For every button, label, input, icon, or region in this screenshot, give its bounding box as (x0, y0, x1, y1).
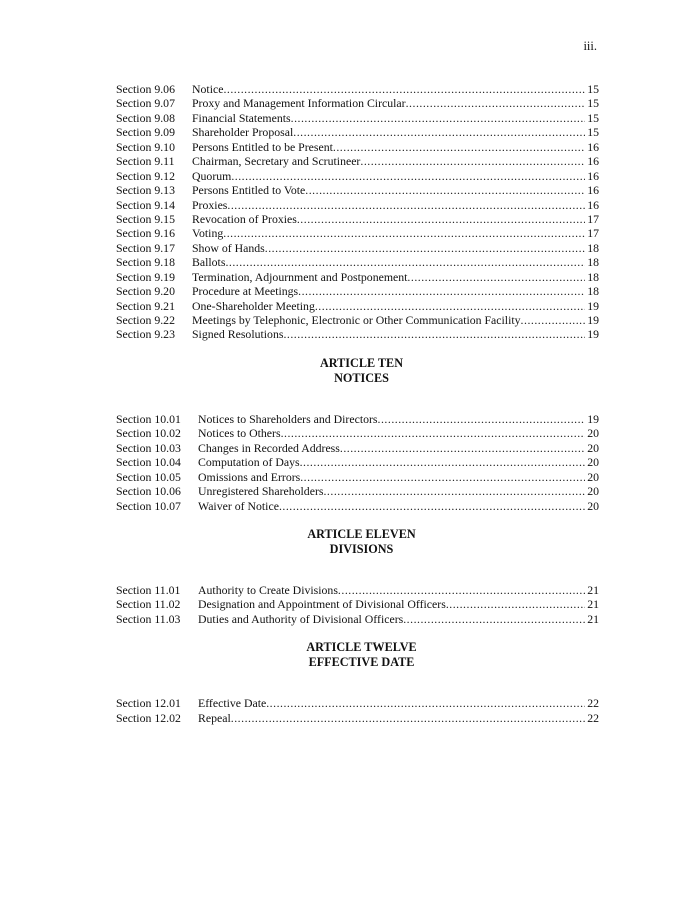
section-page: 18 (587, 269, 599, 284)
toc-entry-9-11[interactable] (116, 154, 599, 168)
toc-entry-10-04[interactable] (116, 455, 599, 469)
section-page: 20 (587, 426, 599, 441)
section-title: One-Shareholder Meeting (192, 298, 315, 313)
toc-entry-9-08[interactable] (116, 111, 599, 125)
section-title: Effective Date (198, 696, 267, 711)
section-page: 15 (587, 96, 599, 111)
section-number: Section 9.10 (116, 139, 175, 154)
section-title: Waiver of Notice (198, 498, 279, 513)
section-page: 15 (587, 110, 599, 125)
spacer (116, 557, 599, 583)
toc-entry-10-01[interactable] (116, 412, 599, 426)
toc-entry-9-15[interactable] (116, 212, 599, 226)
section-title: Meetings by Telephonic, Electronic or Other Communication Facility (192, 313, 521, 327)
section-page: 19 (587, 298, 599, 313)
dot-leader (521, 313, 586, 327)
dot-leader (338, 583, 585, 597)
section-page: 19 (587, 327, 599, 342)
section-page: 20 (587, 455, 599, 470)
section-title: Proxies (192, 197, 228, 212)
section-page: 16 (587, 154, 599, 169)
section-number: Section 11.02 (116, 597, 181, 612)
toc-entry-9-22[interactable] (116, 313, 599, 327)
section-page: 15 (587, 82, 599, 96)
toc-entry-11-03[interactable] (116, 612, 599, 626)
dot-leader (315, 299, 585, 313)
toc-entry-12-01[interactable] (116, 696, 599, 710)
dot-leader (340, 441, 585, 455)
section-number: Section 9.12 (116, 168, 175, 183)
section-title: Designation and Appointment of Divisional Officers (198, 597, 446, 612)
section-title: Notice (192, 82, 224, 96)
toc-entry-9-21[interactable] (116, 299, 599, 313)
section-title: Signed Resolutions (192, 327, 284, 342)
section-title: Ballots (192, 255, 226, 270)
spacer (116, 386, 599, 412)
dot-leader (265, 241, 585, 255)
section-title: Chairman, Secretary and Scrutineer (192, 154, 361, 169)
section-number: Section 9.07 (116, 96, 175, 111)
article-twelve (116, 640, 599, 725)
toc-entry-9-09[interactable] (116, 125, 599, 139)
article-nine-sections (116, 82, 599, 342)
section-title: Omissions and Errors (198, 469, 301, 484)
dot-leader (231, 169, 585, 183)
page-number: iii. (583, 39, 597, 53)
section-title: Termination, Adjournment and Postponement (192, 269, 408, 284)
section-page: 18 (587, 284, 599, 299)
section-number: Section 9.21 (116, 298, 175, 313)
dot-leader (305, 183, 585, 197)
dot-leader (225, 255, 585, 269)
section-page: 21 (587, 597, 599, 612)
article-subheading: DIVISIONS (329, 541, 394, 556)
toc-entry-10-03[interactable] (116, 441, 599, 455)
section-number: Section 9.18 (116, 255, 175, 270)
dot-leader (300, 455, 586, 469)
dot-leader (279, 499, 585, 513)
section-number: Section 9.22 (116, 313, 175, 327)
dot-leader (283, 327, 585, 341)
section-title: Changes in Recorded Address (198, 440, 340, 455)
section-page: 16 (587, 168, 599, 183)
section-number: Section 12.01 (116, 696, 181, 711)
section-title: Quorum (192, 168, 232, 183)
dot-leader (298, 284, 585, 298)
section-page: 20 (587, 469, 599, 484)
toc-entry-9-19[interactable] (116, 270, 599, 284)
dot-leader (323, 484, 585, 498)
toc-entry-9-07[interactable] (116, 96, 599, 110)
section-page: 19 (587, 411, 599, 426)
section-page: 22 (587, 696, 599, 711)
section-title: Duties and Authority of Divisional Officers (198, 611, 404, 626)
section-title: Procedure at Meetings (192, 284, 299, 299)
section-number: Section 9.15 (116, 211, 175, 226)
section-title: Persons Entitled to Vote (192, 183, 306, 198)
section-title: Notices to Others (198, 426, 281, 441)
section-page: 21 (587, 611, 599, 626)
dot-leader (281, 426, 586, 440)
section-number: Section 10.05 (116, 469, 181, 484)
spacer (116, 670, 599, 696)
section-title: Notices to Shareholders and Directors (198, 411, 378, 426)
toc-entry-9-13[interactable] (116, 183, 599, 197)
article-subheading: EFFECTIVE DATE (308, 655, 415, 670)
section-title: Computation of Days (198, 455, 300, 470)
section-title: Show of Hands (192, 240, 265, 255)
toc-entry-10-06[interactable] (116, 484, 599, 498)
toc-entry-9-12[interactable] (116, 169, 599, 183)
toc-entry-9-20[interactable] (116, 284, 599, 298)
section-number: Section 10.03 (116, 440, 181, 455)
section-page: 17 (587, 211, 599, 226)
toc-entry-12-02[interactable] (116, 711, 599, 725)
section-page: 17 (587, 226, 599, 241)
section-number: Section 9.14 (116, 197, 175, 212)
toc-entry-10-05[interactable] (116, 470, 599, 484)
section-title: Shareholder Proposal (192, 125, 294, 140)
section-page: 15 (587, 125, 599, 140)
table-of-contents (116, 82, 599, 725)
section-page: 21 (587, 582, 599, 597)
section-page: 19 (587, 313, 599, 327)
section-title: Repeal (198, 710, 231, 725)
toc-entry-9-17[interactable] (116, 241, 599, 255)
dot-leader (300, 470, 585, 484)
section-title: Voting (192, 226, 224, 241)
dot-leader (223, 226, 585, 240)
section-number: Section 9.16 (116, 226, 175, 241)
article-heading: ARTICLE TEN (320, 355, 403, 370)
section-title: Financial Statements (192, 110, 291, 125)
section-page: 16 (587, 139, 599, 154)
section-number: Section 9.20 (116, 284, 175, 299)
section-number: Section 10.07 (116, 498, 181, 513)
article-ten (116, 356, 599, 513)
section-page: 16 (587, 197, 599, 212)
section-page: 20 (587, 498, 599, 513)
toc-entry-9-16[interactable] (116, 226, 599, 240)
toc-entry-10-07[interactable] (116, 499, 599, 513)
dot-leader (231, 711, 585, 725)
section-number: Section 9.19 (116, 269, 175, 284)
section-title: Unregistered Shareholders (198, 484, 324, 499)
toc-entry-9-18[interactable] (116, 255, 599, 269)
dot-leader (407, 270, 585, 284)
section-page: 18 (587, 240, 599, 255)
toc-entry-11-02[interactable] (116, 597, 599, 611)
dot-leader (333, 140, 585, 154)
section-number: Section 12.02 (116, 710, 181, 725)
toc-entry-9-14[interactable] (116, 198, 599, 212)
section-number: Section 9.13 (116, 183, 175, 198)
section-title: Authority to Create Divisions (198, 582, 338, 597)
article-eleven (116, 527, 599, 626)
toc-entry-9-23[interactable] (116, 327, 599, 341)
dot-leader (291, 111, 586, 125)
dot-leader (223, 82, 585, 96)
section-number: Section 10.06 (116, 484, 181, 499)
section-number: Section 11.01 (116, 582, 181, 597)
section-page: 20 (587, 440, 599, 455)
section-number: Section 9.08 (116, 110, 175, 125)
section-number: Section 11.03 (116, 611, 181, 626)
section-number: Section 9.09 (116, 125, 175, 140)
section-number: Section 10.04 (116, 455, 181, 470)
section-number: Section 9.17 (116, 240, 175, 255)
dot-leader (227, 198, 585, 212)
dot-leader (266, 696, 585, 710)
section-page: 16 (587, 183, 599, 198)
section-title: Persons Entitled to be Present (192, 139, 333, 154)
article-heading: ARTICLE TWELVE (306, 640, 417, 655)
article-heading: ARTICLE ELEVEN (307, 526, 416, 541)
toc-entry-10-02[interactable] (116, 426, 599, 440)
section-number: Section 9.06 (116, 82, 175, 96)
section-title: Revocation of Proxies (192, 211, 297, 226)
section-number: Section 9.23 (116, 327, 175, 342)
article-subheading: NOTICES (334, 370, 389, 385)
section-page: 22 (587, 710, 599, 725)
section-number: Section 10.01 (116, 411, 181, 426)
dot-leader (293, 125, 585, 139)
dot-leader (360, 154, 585, 168)
toc-entry-9-06[interactable] (116, 82, 599, 96)
dot-leader (446, 597, 585, 611)
section-number: Section 9.11 (116, 154, 175, 169)
section-title: Proxy and Management Information Circular (192, 96, 406, 111)
toc-entry-11-01[interactable] (116, 583, 599, 597)
section-page: 20 (587, 484, 599, 499)
dot-leader (297, 212, 585, 226)
dot-leader (406, 96, 586, 110)
section-page: 18 (587, 255, 599, 270)
toc-entry-9-10[interactable] (116, 140, 599, 154)
dot-leader (378, 412, 586, 426)
section-number: Section 10.02 (116, 426, 181, 441)
dot-leader (403, 612, 585, 626)
